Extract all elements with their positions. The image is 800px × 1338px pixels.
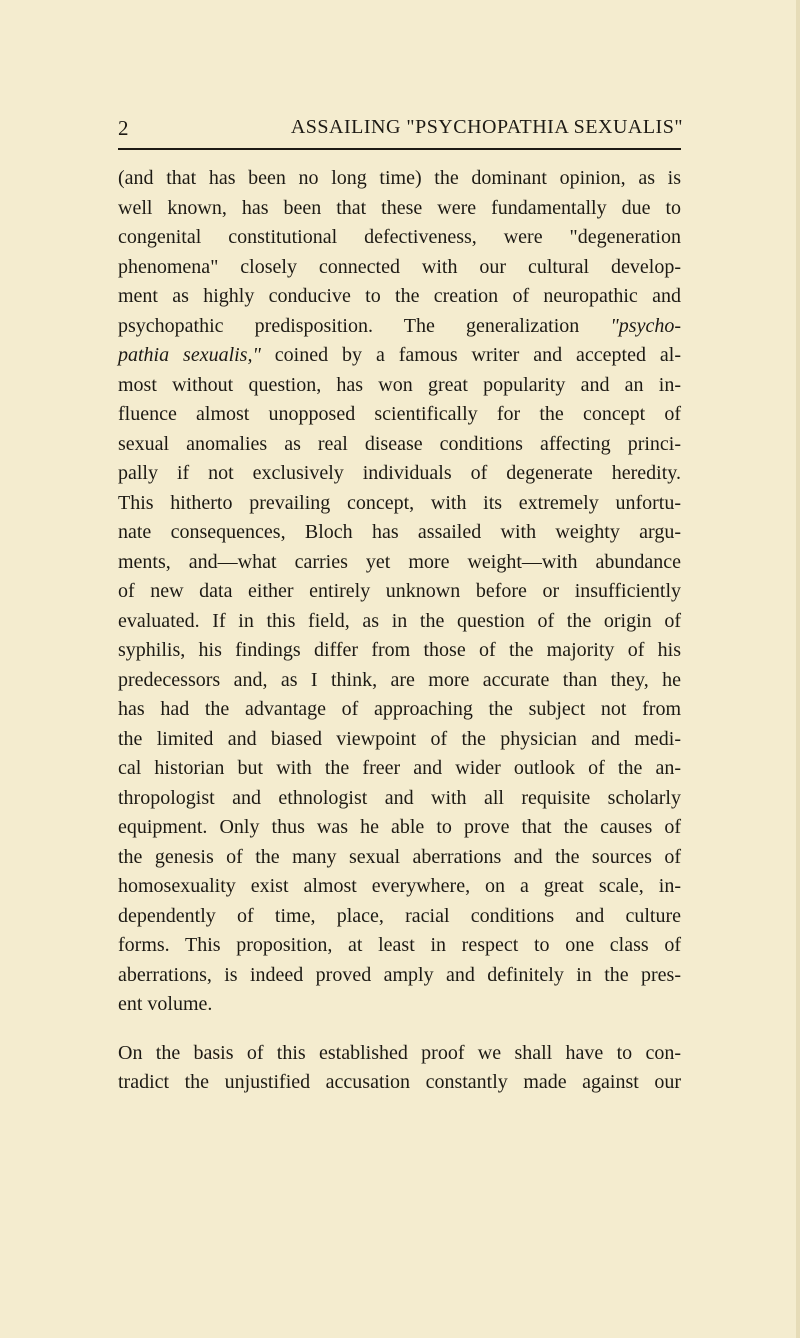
text-line: pally if not exclusively individuals of degenerate heredity. bbox=[118, 462, 681, 484]
text-line: congenital constitutional defectiveness, were "degeneration bbox=[118, 226, 681, 248]
text-line: thropologist and ethnologist and with all requisite scholarly bbox=[118, 786, 681, 809]
text-line: aberrations, is indeed proved amply and definitely in the pres- bbox=[118, 963, 681, 986]
text-line: homosexuality exist almost everywhere, on a great scale, in- bbox=[118, 875, 681, 897]
text-line: ment as highly conducive to the creation of neuropathic and bbox=[118, 285, 681, 307]
paragraph-1 bbox=[118, 164, 681, 1020]
italic-term: pathia sexualis," bbox=[118, 344, 261, 366]
page-number: 2 bbox=[118, 116, 129, 140]
text-line: most without question, has won great popularity and an in- bbox=[118, 373, 681, 396]
text-line: evaluated. If in this field, as in the question of the origin of bbox=[118, 609, 681, 632]
paragraph-2 bbox=[118, 1039, 681, 1098]
text-line: On the basis of this established proof we shall have to con- bbox=[118, 1041, 681, 1064]
body-text bbox=[118, 164, 681, 1098]
text-line: dependently of time, place, racial conditions and culture bbox=[118, 904, 681, 927]
text-line: tradict the unjustified accusation constantly made against our bbox=[118, 1071, 681, 1093]
header-rule bbox=[118, 148, 681, 150]
text-line: nate consequences, Bloch has assailed with weighty argu- bbox=[118, 521, 681, 543]
italic-term: "psycho- bbox=[610, 314, 681, 337]
text-line: (and that has been no long time) the dominant opinion, as is bbox=[118, 167, 681, 189]
text-line: forms. This proposition, at least in respect to one class of bbox=[118, 934, 681, 956]
running-head-title: ASSAILING "PSYCHOPATHIA SEXUALIS" bbox=[290, 116, 683, 138]
text-line: well known, has been that these were fundamentally due to bbox=[118, 196, 681, 219]
text-line: the genesis of the many sexual aberrations and the sources of bbox=[118, 845, 681, 868]
text-line bbox=[118, 341, 681, 371]
text-line: equipment. Only thus was he able to prove that the causes of bbox=[118, 816, 681, 838]
running-head bbox=[118, 116, 683, 146]
text-segment: psychopathic predisposition. The generalization bbox=[118, 314, 611, 337]
text-line: ments, and—what carries yet more weight—with abundance bbox=[118, 550, 681, 573]
text-line: fluence almost unopposed scientifically for the concept of bbox=[118, 403, 681, 425]
text-segment: coined by a famous writer and accepted al- bbox=[260, 344, 681, 366]
text-line: This hitherto prevailing concept, with its extremely unfortu- bbox=[118, 491, 681, 514]
text-line: of new data either entirely unknown before or insufficiently bbox=[118, 580, 681, 602]
paragraph-gap bbox=[118, 1020, 681, 1039]
text-line: predecessors and, as I think, are more accurate than they, he bbox=[118, 668, 681, 691]
page-edge bbox=[796, 0, 800, 1338]
text-line: cal historian but with the freer and wider outlook of the an- bbox=[118, 757, 681, 779]
text-line: phenomena" closely connected with our cultural develop- bbox=[118, 255, 681, 278]
text-line: sexual anomalies as real disease conditions affecting princi- bbox=[118, 432, 681, 455]
text-line: has had the advantage of approaching the subject not from bbox=[118, 698, 681, 720]
text-line: ent volume. bbox=[118, 993, 213, 1015]
text-line bbox=[118, 312, 681, 342]
text-line: the limited and biased viewpoint of the physician and medi- bbox=[118, 727, 681, 750]
text-line: syphilis, his findings differ from those of the majority of his bbox=[118, 639, 681, 661]
